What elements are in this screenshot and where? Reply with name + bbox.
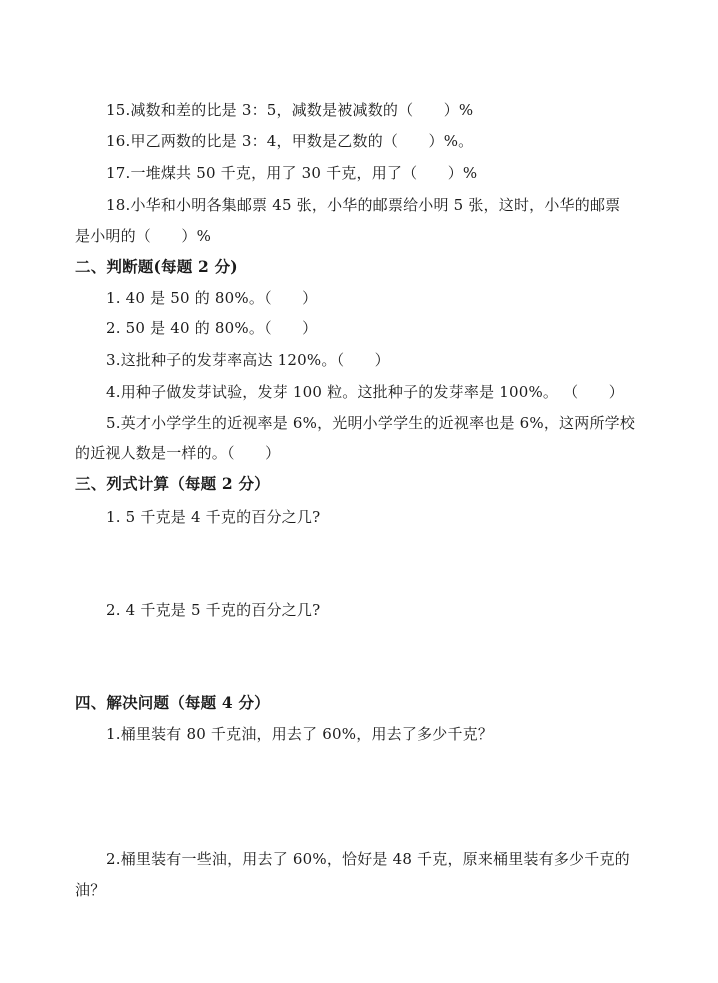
question-15: 15.减数和差的比是 3：5，减数是被减数的（ ）%	[106, 101, 474, 119]
judge-item-4: 4.用种子做发芽试验，发芽 100 粒。这批种子的发芽率是 100%。 （ ）	[106, 383, 624, 401]
question-18-line2: 是小明的（ ）%	[75, 227, 212, 245]
question-16: 16.甲乙两数的比是 3：4，甲数是乙数的（ ）%。	[106, 132, 474, 150]
section-heading-solve: 四、解决问题（每题 4 分）	[75, 693, 270, 712]
judge-item-1: 1. 40 是 50 的 80%。（ ）	[106, 289, 318, 307]
solve-item-2-line2: 油？	[75, 881, 106, 899]
section-heading-judge: 二、判断题(每题 2 分)	[75, 257, 238, 276]
judge-item-2: 2. 50 是 40 的 80%。（ ）	[106, 319, 318, 337]
judge-item-3: 3.这批种子的发芽率高达 120%。（ ）	[106, 351, 390, 369]
question-18-line1: 18.小华和小明各集邮票 45 张，小华的邮票给小明 5 张，这时，小华的邮票	[106, 196, 621, 214]
solve-item-1: 1.桶里装有 80 千克油，用去了 60%，用去了多少千克？	[106, 725, 494, 743]
solve-item-2-line1: 2.桶里装有一些油，用去了 60%，恰好是 48 千克，原来桶里装有多少千克的	[106, 850, 630, 868]
section-heading-calc: 三、列式计算（每题 2 分）	[75, 474, 270, 493]
question-17: 17.一堆煤共 50 千克，用了 30 千克，用了（ ）%	[106, 164, 478, 182]
judge-item-5-line2: 的近视人数是一样的。（ ）	[75, 444, 281, 462]
calc-item-2: 2. 4 千克是 5 千克的百分之几?	[106, 601, 321, 619]
judge-item-5-line1: 5.英才小学学生的近视率是 6%，光明小学学生的近视率也是 6%，这两所学校	[106, 414, 636, 432]
calc-item-1: 1. 5 千克是 4 千克的百分之几?	[106, 508, 321, 526]
